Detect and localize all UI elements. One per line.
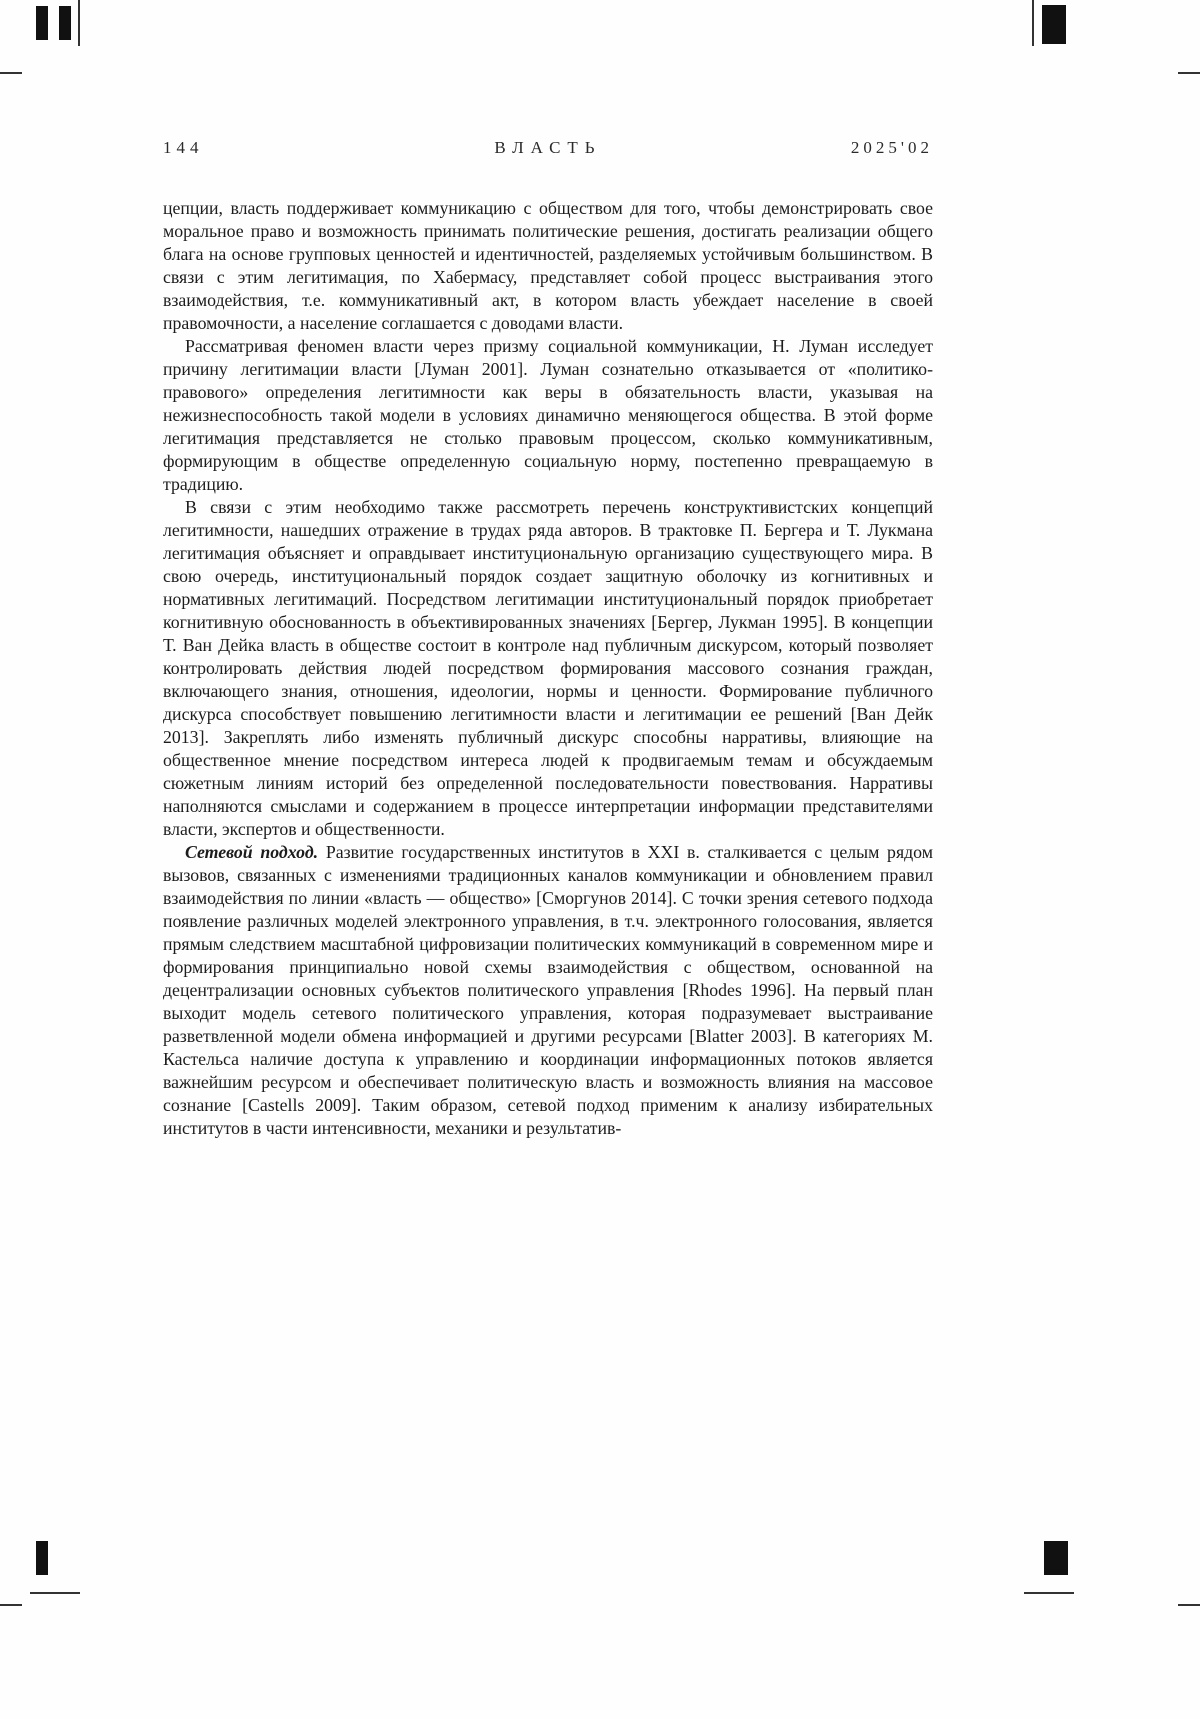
crop-mark-top-left-vline [78,0,80,46]
journal-title: ВЛАСТЬ [494,138,602,157]
running-head [163,138,933,158]
paragraph: цепции, власть поддерживает коммуникацию с обществом для того, чтобы демонстрировать свое моральное право и возможность принимать политические решения, достигать реализации общего блага на основе групповых ценностей и идентичностей, разделяемых устойчивым большинством. В связи с этим легитимация, по Хабермасу, представляет собой процесс выстраивания этого взаимодействия, т.е. коммуникативный акт, в котором власть убеждает население в своей правомочности, а население соглашается с доводами власти. [163,198,933,333]
paragraph: В связи с этим необходимо также рассмотреть перечень конструктивистских концепций легитимности, нашедших отражение в трудах ряда авторов. В трактовке П. Бергера и Т. Лукмана легитимация объясняет и оправдывает институциональную организацию существующего мира. В свою очередь, институциональный порядок создает защитную оболочку из когнитивных и нормативных легитимаций. Посредством легитимации институциональный порядок приобретает когнитивную обоснованность в объективированных значениях [Бергер, Лукман 1995]. В концепции Т. Ван Дейка власть в обществе состоит в контроле над публичным дискурсом, который позволяет контролировать действия людей посредством формирования массового сознания граждан, включающего знания, отношения, идеологии, нормы и ценности. Формирование публичного дискурса способствует повышению легитимности власти и легитимации ее решений [Ван Дейк 2013]. Закреплять либо изменять публичный дискурс способны нарративы, влияющие на общественное мнение посредством интереса людей к продвигаемым темам и обсуждаемым сюжетным линиям историй без определенной последовательности повествования. Нарративы наполняются смыслами и содержанием в процессе интерпретации информации представителями власти, экспертов и общественности. [163,497,933,839]
crop-mark-bottom-left-hline [30,1592,80,1594]
crop-mark-right-edge-dash-bottom [1178,1604,1200,1606]
crop-mark-left-edge-dash-bottom [0,1604,22,1606]
crop-mark-top-right-vline [1032,0,1034,46]
issue-number: 2025'02 [850,138,933,157]
paragraph-lead: Сетевой подход. [185,842,326,862]
article-body [163,197,933,1140]
crop-mark-top-right-bar [1042,5,1066,44]
crop-mark-top-left-bar-2 [59,6,71,40]
crop-mark-bottom-right-hline [1024,1592,1074,1594]
paragraph: Сетевой подход. Развитие государственных институтов в XXI в. сталкивается с целым рядом вызовов, связанных с изменениями традиционных каналов коммуникации и обновлением правил взаимодействия по линии «власть — общество» [Сморгунов 2014]. С точки зрения сетевого подхода появление различных моделей электронного управления, в т.ч. электронного голосования, является прямым следствием масштабной цифровизации политических коммуникаций в современном мире и формирования принципиально новой схемы взаимодействия с обществом, основанной на децентрализации основных субъектов политического управления [Rhodes 1996]. На первый план выходит модель сетевого политического управления, которая подразумевает выстраивание разветвленной модели обмена информацией и другими ресурсами [Blatter 2003]. В категориях М. Кастельса наличие доступа к управлению и координации информационных потоков является важнейшим ресурсом и обеспечивает политическую власть и возможность влияния на массовое сознание [Castells 2009]. Таким образом, сетевой подход применим к анализу избирательных институтов в части интенсивности, механики и результатив- [163,842,933,1138]
crop-mark-bottom-left-bar [36,1541,48,1575]
crop-mark-right-edge-dash-top [1178,72,1200,74]
crop-mark-bottom-right-bar [1044,1541,1068,1575]
page-number: 144 [163,138,204,157]
crop-mark-top-left-bar-1 [36,6,48,40]
paragraph: Рассматривая феномен власти через призму социальной коммуникации, Н. Луман исследует причину легитимации власти [Луман 2001]. Луман сознательно отказывается от «политико-правового» определения легитимности как веры в обязательность власти, указывая на нежизнеспособность такой модели в условиях динамично меняющегося общества. В этой форме легитимация представляется не столько правовым процессом, сколько коммуникативным, формирующим в обществе определенную социальную норму, постепенно превращаемую в традицию. [163,336,933,494]
crop-mark-left-edge-dash-top [0,72,22,74]
